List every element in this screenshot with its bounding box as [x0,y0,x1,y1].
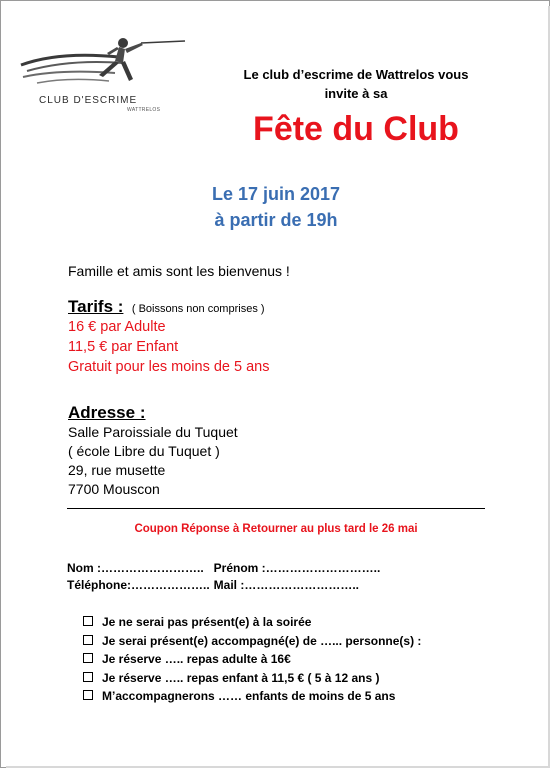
tarifs-section [68,297,270,377]
event-date: Le 17 juin 2017 [211,184,341,204]
logo-club-name: CLUB D'ESCRIME [39,95,138,106]
adresse-line: 29, rue musette [68,462,166,478]
option-label: Je réserve ….. repas enfant à 11,5 € ( 5 à 12 ans ) [102,670,380,685]
fencer-icon [19,29,189,99]
adresse-line: 7700 Mouscon [68,481,160,497]
adresse-line: ( école Libre du Tuquet ) [68,443,220,459]
tarif-item: Gratuit pour les moins de 5 ans [68,359,270,375]
invite-line-1: Le club d’escrime de Wattrelos vous [243,67,469,82]
mail-field[interactable]: Mail :……………………….. [213,578,360,592]
invite-line-2: invite à sa [324,86,388,101]
option-label: Je réserve ….. repas adulte à 16€ [102,652,291,666]
tarif-item: 11,5 € par Enfant [68,339,179,355]
option-present[interactable] [83,632,421,651]
invitation-text [221,65,491,103]
tarifs-note: ( Boissons non comprises ) [131,303,265,315]
tarif-item: 16 € par Adulte [68,319,166,335]
logo-location: WATTRELOS [127,107,161,113]
response-options [83,613,421,706]
adresse-list [68,423,238,499]
name-row [67,561,380,575]
option-adult-meal[interactable] [83,650,421,669]
option-child-meal[interactable] [83,669,421,688]
option-label: Je serai présent(e) accompagné(e) de …... personne(s) : [102,633,422,648]
nom-field[interactable]: Nom :…………………….. [67,561,204,575]
adresse-heading: Adresse : [68,403,146,422]
checkbox-icon[interactable] [83,690,93,700]
option-label: M’accompagnerons …… enfants de moins de 5 ans [102,689,396,703]
divider [67,508,485,509]
option-young-children[interactable] [83,687,421,706]
checkbox-icon[interactable] [83,653,93,663]
club-logo [19,29,189,113]
welcome-text: Famille et amis sont les bienvenus ! [68,263,290,279]
adresse-section [68,403,238,499]
tarifs-list [68,317,270,377]
checkbox-icon[interactable] [83,672,93,682]
event-datetime [151,181,401,233]
event-title: Fête du Club [253,110,459,148]
option-label: Je ne serai pas présent(e) à la soirée [102,615,312,629]
prenom-field[interactable]: Prénom :……………………….. [213,561,381,575]
contact-row [67,578,359,592]
coupon-title: Coupon Réponse à Retourner au plus tard le 26 mai [134,523,418,535]
checkbox-icon[interactable] [83,635,93,645]
adresse-line: Salle Paroissiale du Tuquet [68,424,238,440]
option-not-present[interactable] [83,613,421,632]
event-time: à partir de 19h [214,210,338,230]
checkbox-icon[interactable] [83,616,93,626]
telephone-field[interactable]: Téléphone:……………….. [67,578,210,592]
tarifs-heading: Tarifs : [68,297,124,316]
